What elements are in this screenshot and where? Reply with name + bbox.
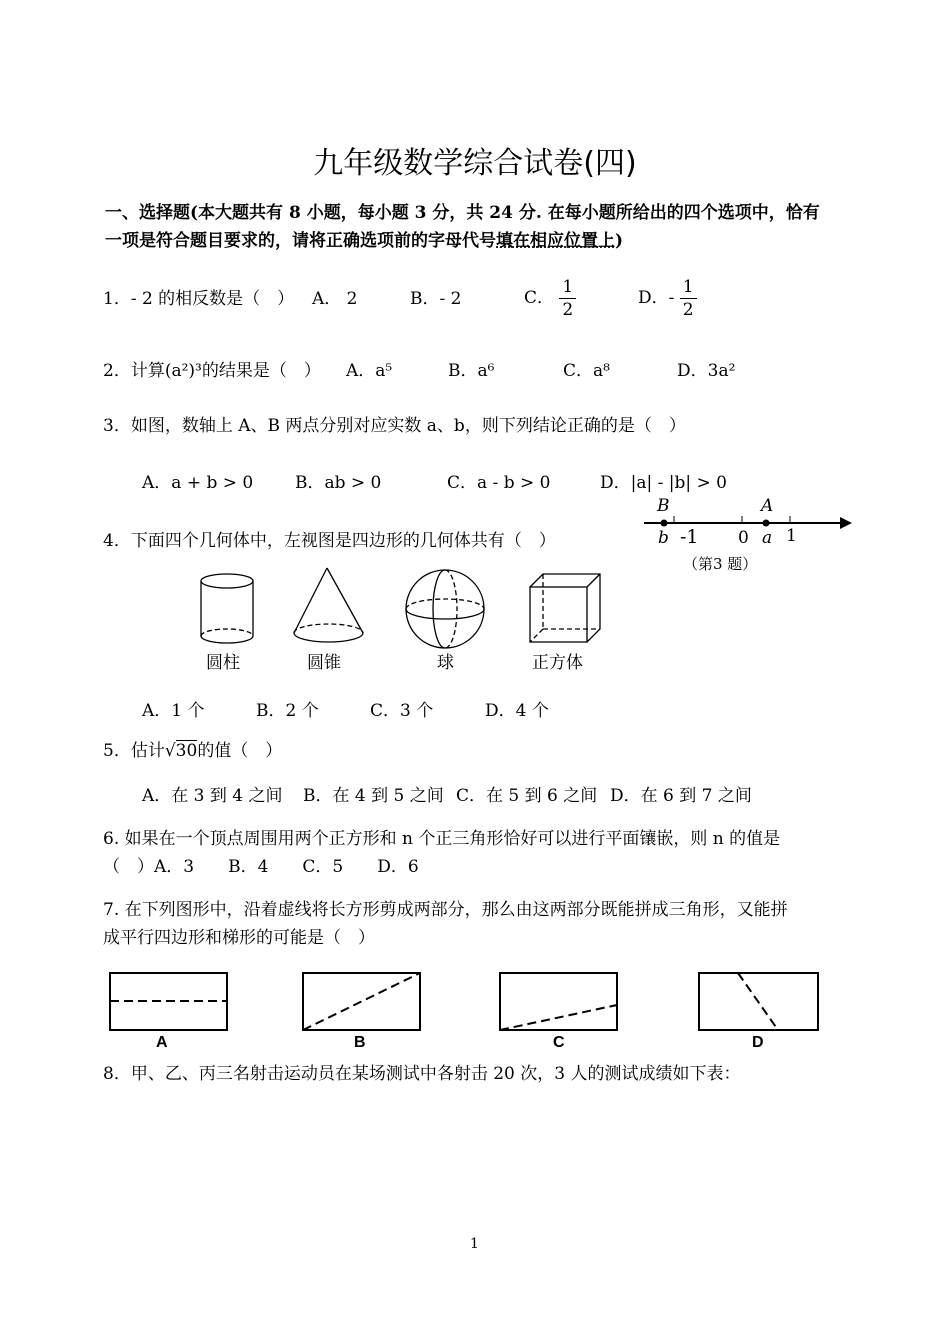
q2-option-d: D．3a² [677,361,736,381]
sqrt: √30 [164,741,198,761]
sphere-shape [406,570,484,648]
q1-c-label: C． [524,288,555,308]
cube-shape [530,574,600,642]
tick-minus-one: -1 [680,526,699,548]
cone-label: 圆锥 [307,653,341,673]
q4-option-b: B．2 个 [256,701,319,721]
q2-stem: 2．计算(a²)³的结果是（ ） [103,361,321,381]
section-header-line1: 一、选择题(本大题共有 8 小题，每小题 3 分，共 24 分. 在每小题所给出的四个选项中，恰有 [105,203,820,223]
cylinder-shape [201,574,253,643]
q1-option-a: A． 2 [312,289,358,309]
q3-option-d: D．|a| - |b| > 0 [600,473,727,493]
q5-text: 5．估计 [103,741,165,761]
numerator: 1 [680,276,697,299]
section-underlined-text: 填在相应位置上 [496,231,615,251]
figure-label-c: C [553,1034,565,1051]
page-title: 九年级数学综合试卷(四) [313,146,637,181]
page-number: 1 [470,1236,479,1252]
q5-stem [103,740,282,762]
cylinder-label: 圆柱 [206,653,240,673]
a-label: a [762,528,773,548]
denominator: 2 [682,300,694,320]
q5-option-b: B．在 4 到 5 之间 [303,786,444,806]
rect-c [500,973,617,1030]
figure-caption: （第3 题） [683,555,758,573]
q3-stem: 3．如图，数轴上 A、B 两点分别对应实数 a、b，则下列结论正确的是（ ） [103,416,686,436]
q2-option-a: A．a⁵ [346,361,393,381]
solids-figure [190,565,620,655]
q7-line1: 7. 在下列图形中，沿着虚线将长方形剪成两部分，那么由这两部分既能拼成三角形，又能拼 [103,900,788,920]
q3-option-a: A．a + b > 0 [142,473,254,493]
section-header-line2 [105,230,623,252]
q1-d-label: D．- [638,288,675,308]
section-text: 一项是符合题目要求的，请将正确选项前的字母代号 [105,231,496,251]
numerator: 1 [559,276,576,299]
q4-option-d: D．4 个 [485,701,549,721]
q1-option-d [638,276,697,321]
radicand: 30 [175,741,198,761]
q6-line1: 6. 如果在一个顶点周围用两个正方形和 n 个正三角形恰好可以进行平面镶嵌，则 n 的值是 [103,829,781,849]
tick-zero: 0 [738,528,749,548]
q5-option-a: A．在 3 到 4 之间 [142,786,283,806]
q3-option-b: B．ab > 0 [295,473,382,493]
figure-label-d: D [752,1034,764,1051]
rectangles-figure [100,965,830,1035]
denominator: 2 [562,300,574,320]
point-b-label: B [657,496,670,516]
q5-option-c: C．在 5 到 6 之间 [456,786,598,806]
section-close: ) [615,231,624,251]
cone-shape [294,568,363,642]
q4-stem: 4．下面四个几何体中，左视图是四边形的几何体共有（ ） [103,531,556,551]
q1-stem: 1．- 2 的相反数是（ ） [103,289,295,309]
figure-label-b: B [354,1034,366,1051]
q5-text: 的值（ ） [197,741,283,761]
q7-line2: 成平行四边形和梯形的可能是（ ） [103,928,375,948]
q4-option-a: A．1 个 [142,701,205,721]
q1-option-c [524,276,576,321]
point-a-label: A [761,496,774,516]
fraction [559,276,576,321]
q4-option-c: C．3 个 [370,701,434,721]
b-label: b [658,528,669,548]
q6-line2: （ ）A．3 B．4 C．5 D．6 [103,857,419,877]
q2-option-b: B．a⁶ [448,361,495,381]
q1-option-b: B．- 2 [410,289,462,309]
q2-option-c: C．a⁸ [563,361,610,381]
q8-stem: 8．甲、乙、丙三名射击运动员在某场测试中各射击 20 次，3 人的测试成绩如下表： [103,1064,741,1084]
q3-option-c: C．a - b > 0 [447,473,551,493]
fraction [680,276,697,321]
sphere-label: 球 [437,653,454,673]
cube-label: 正方体 [532,653,583,673]
number-line [640,510,860,540]
tick-one: 1 [786,526,797,546]
figure-label-a: A [156,1034,168,1051]
q5-option-d: D．在 6 到 7 之间 [610,786,752,806]
